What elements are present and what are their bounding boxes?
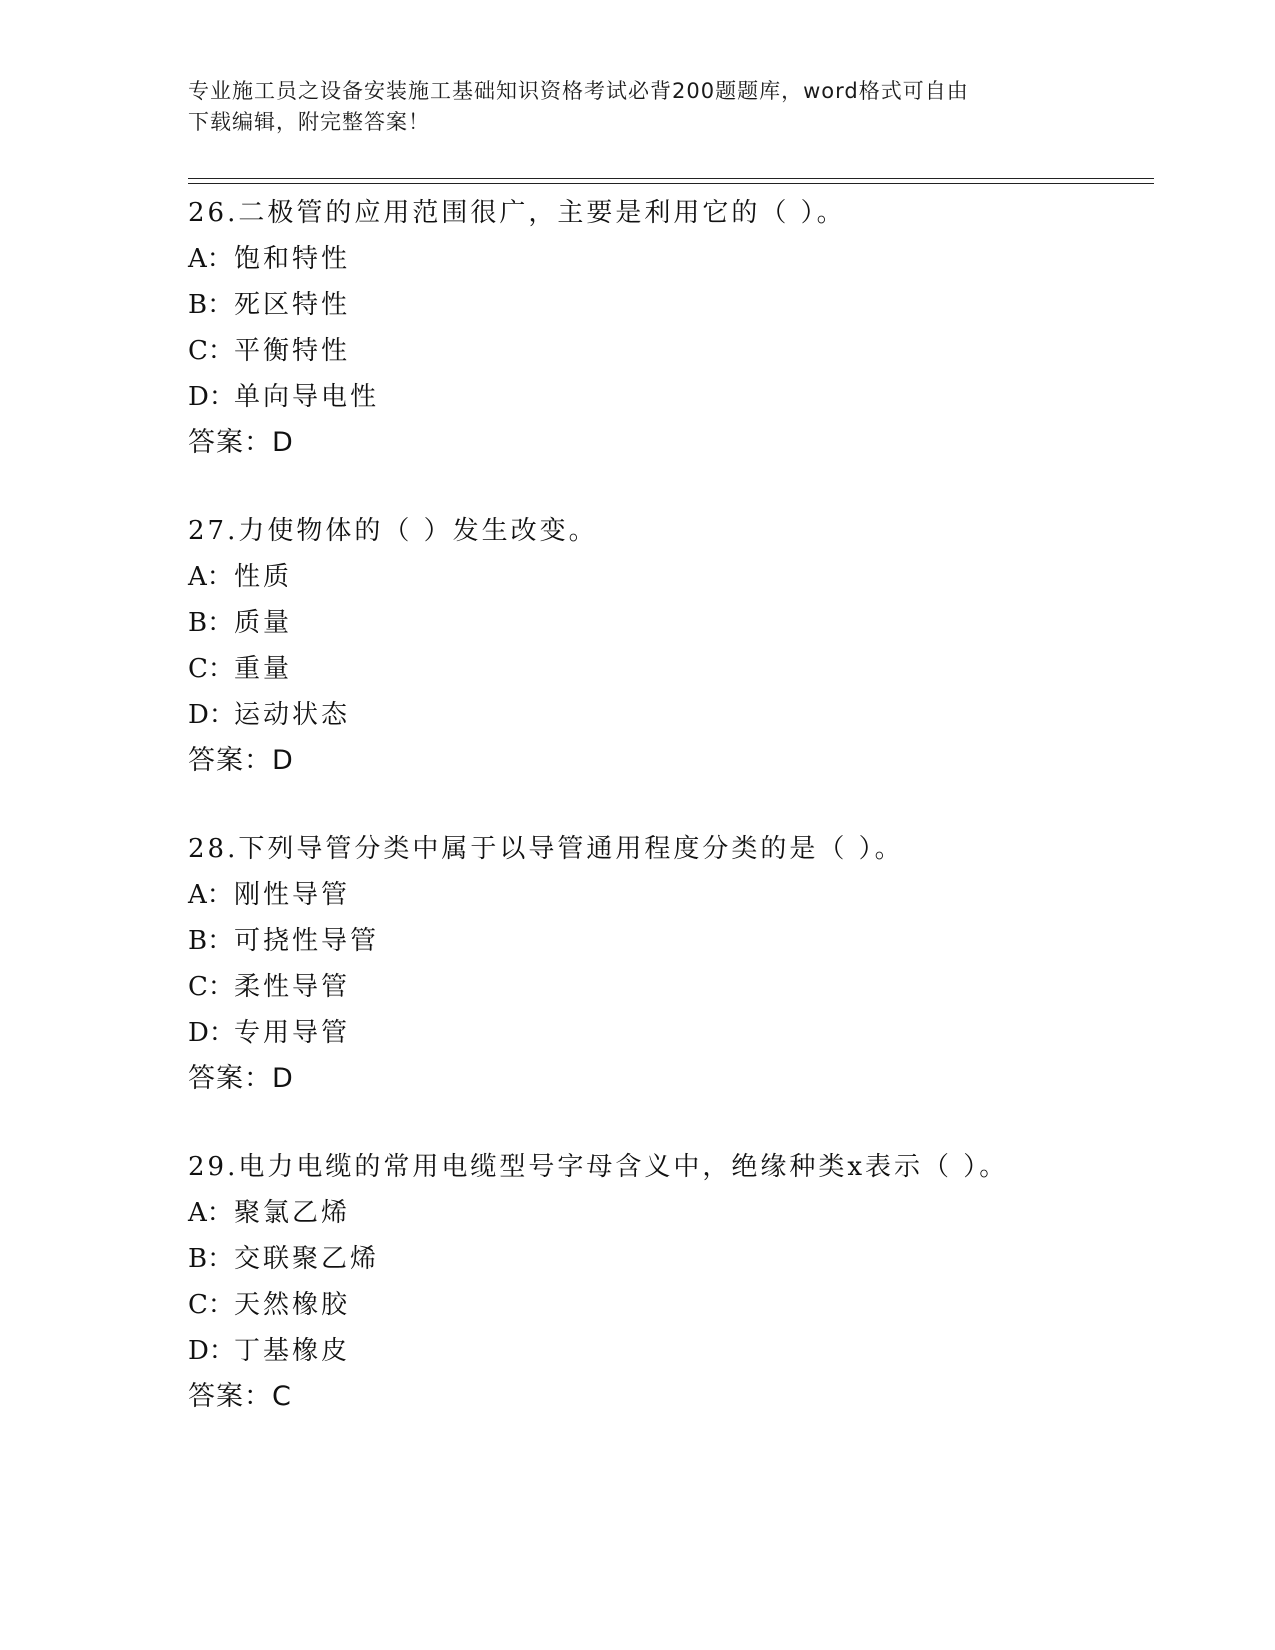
option-d <box>188 1328 1154 1374</box>
option-text: 聚氯乙烯 <box>234 1198 351 1228</box>
option-b <box>188 1236 1154 1282</box>
option-letter: A： <box>188 880 233 910</box>
option-a <box>188 236 1154 282</box>
option-a <box>188 1190 1154 1236</box>
option-letter: D： <box>188 700 235 730</box>
option-letter: D： <box>188 1018 235 1048</box>
question-26 <box>188 190 1154 466</box>
question-stem: 26.二极管的应用范围很广，主要是利用它的（ ）。 <box>188 198 846 228</box>
option-letter: B： <box>188 1244 234 1274</box>
option-text: 质量 <box>234 608 293 638</box>
option-letter: A： <box>188 1198 233 1228</box>
option-letter: B： <box>188 608 234 638</box>
question-29 <box>188 1144 1154 1420</box>
question-28 <box>188 826 1154 1102</box>
option-text: 运动状态 <box>234 700 351 730</box>
option-text: 平衡特性 <box>234 336 351 366</box>
option-text: 专用导管 <box>234 1018 351 1048</box>
option-letter: C： <box>188 1290 234 1320</box>
answer-line: 答案：D <box>188 427 294 458</box>
option-text: 刚性导管 <box>234 880 351 910</box>
option-b <box>188 918 1154 964</box>
header-divider-top <box>188 178 1154 179</box>
question-list <box>188 190 1154 1462</box>
option-d <box>188 692 1154 738</box>
option-letter: B： <box>188 926 234 956</box>
option-b <box>188 282 1154 328</box>
option-a <box>188 872 1154 918</box>
option-letter: B： <box>188 290 234 320</box>
document-header <box>188 76 1068 138</box>
question-stem: 29.电力电缆的常用电缆型号字母含义中，绝缘种类x表示（ ）。 <box>188 1152 1009 1182</box>
option-c <box>188 328 1154 374</box>
option-text: 死区特性 <box>234 290 351 320</box>
option-text: 性质 <box>234 562 293 592</box>
option-text: 重量 <box>234 654 293 684</box>
question-27 <box>188 508 1154 784</box>
option-c <box>188 646 1154 692</box>
header-divider-bottom <box>188 183 1154 184</box>
option-text: 饱和特性 <box>234 244 351 274</box>
option-d <box>188 1010 1154 1056</box>
option-text: 柔性导管 <box>234 972 351 1002</box>
option-text: 交联聚乙烯 <box>234 1244 380 1274</box>
option-text: 丁基橡皮 <box>234 1336 351 1366</box>
option-letter: A： <box>188 562 233 592</box>
option-d <box>188 374 1154 420</box>
option-letter: C： <box>188 654 234 684</box>
option-c <box>188 1282 1154 1328</box>
question-stem: 27.力使物体的（ ）发生改变。 <box>188 516 598 546</box>
header-line-1: 专业施工员之设备安装施工基础知识资格考试必背200题题库，word格式可自由 <box>188 79 969 103</box>
option-a <box>188 554 1154 600</box>
answer-line: 答案：C <box>188 1381 292 1412</box>
option-letter: C： <box>188 972 234 1002</box>
question-stem: 28.下列导管分类中属于以导管通用程度分类的是（ ）。 <box>188 834 904 864</box>
answer-line: 答案：D <box>188 745 294 776</box>
header-line-2: 下载编辑，附完整答案！ <box>188 110 430 134</box>
option-letter: D： <box>188 382 235 412</box>
option-c <box>188 964 1154 1010</box>
answer-line: 答案：D <box>188 1063 294 1094</box>
option-letter: A： <box>188 244 233 274</box>
option-letter: C： <box>188 336 234 366</box>
option-letter: D： <box>188 1336 235 1366</box>
option-text: 天然橡胶 <box>234 1290 351 1320</box>
option-b <box>188 600 1154 646</box>
option-text: 可挠性导管 <box>234 926 380 956</box>
option-text: 单向导电性 <box>234 382 380 412</box>
